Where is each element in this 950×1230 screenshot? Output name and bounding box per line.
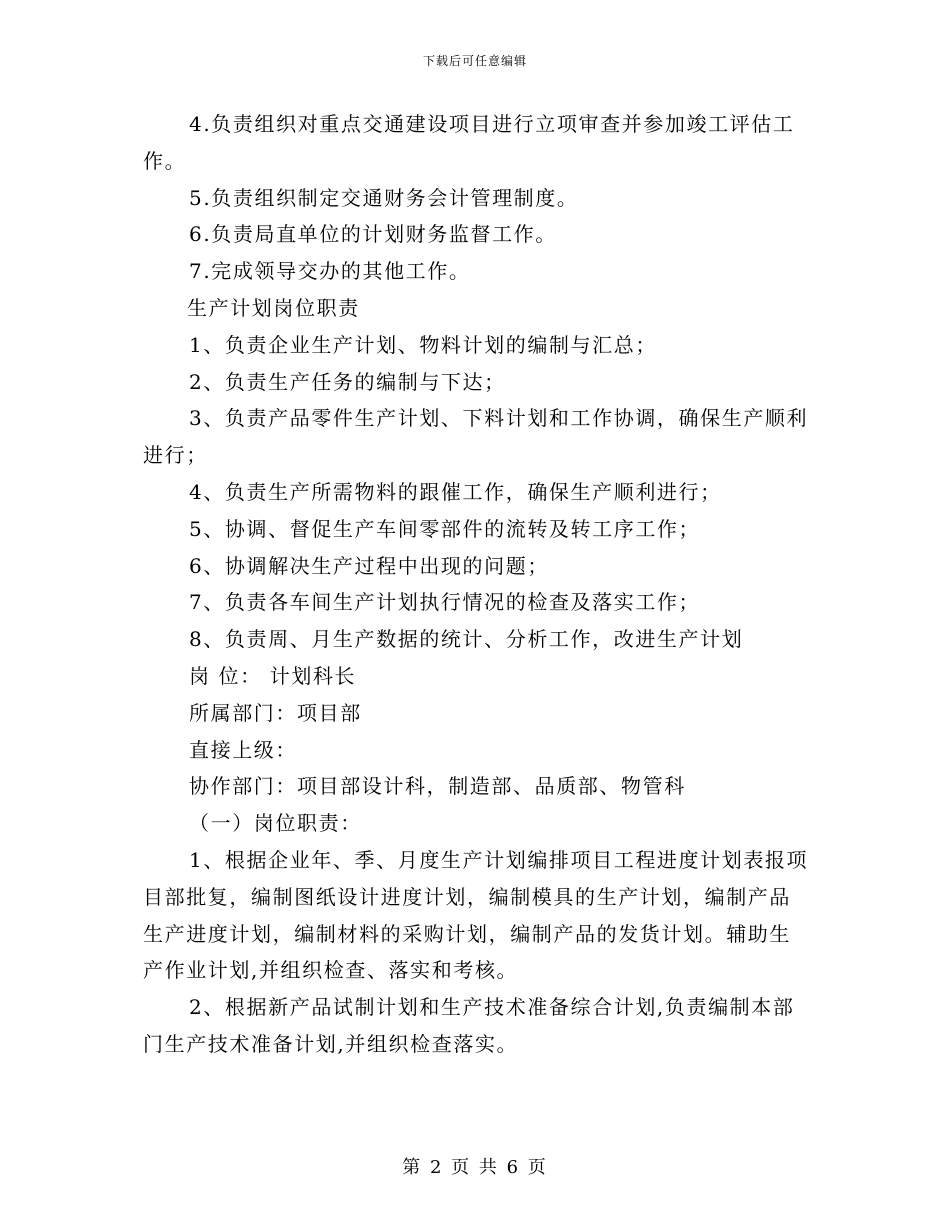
paragraph-line: 3、负责产品零件生产计划、下料计划和工作协调，确保生产顺利: [189, 406, 809, 431]
paragraph-line: 生产进度计划，编制材料的采购计划，编制产品的发货计划。辅助生: [143, 921, 791, 946]
paragraph-line: 2、负责生产任务的编制与下达；: [189, 369, 506, 394]
paragraph-line: 作。: [143, 148, 187, 173]
paragraph-line: 产作业计划,并组织检查、落实和考核。: [143, 958, 519, 983]
paragraph-line: 5.负责组织制定交通财务会计管理制度。: [189, 185, 579, 210]
paragraph-line: 6、协调解决生产过程中出现的问题；: [189, 553, 549, 578]
paragraph-line: 5、协调、督促生产车间零部件的流转及转工序工作；: [189, 516, 701, 541]
paragraph-line: 生产计划岗位职责: [187, 295, 360, 320]
paragraph-line: 4.负责组织对重点交通建设项目进行立项审查并参加竣工评估工: [189, 112, 795, 136]
paragraph-line: 1、根据企业年、季、月度生产计划编排项目工程进度计划表报项: [189, 847, 809, 872]
paragraph-line: 协作部门：项目部设计科，制造部、品质部、物管科: [189, 774, 686, 799]
paragraph-line: 岗 位： 计划科长: [189, 663, 357, 688]
paragraph-line: 7.完成领导交办的其他工作。: [189, 259, 471, 284]
paragraph-line: 6.负责局直单位的计划财务监督工作。: [189, 222, 557, 247]
paragraph-line: 进行；: [143, 443, 208, 468]
paragraph-line: 2、根据新产品试制计划和生产技术准备综合计划,负责编制本部: [189, 995, 795, 1020]
document-body: [143, 106, 808, 1063]
paragraph-line: 门生产技术准备计划,并组织检查落实。: [143, 1031, 519, 1056]
paragraph-line: 目部批复，编制图纸设计进度计划，编制模具的生产计划，编制产品: [143, 884, 791, 909]
paragraph-line: （一）岗位职责：: [189, 811, 362, 836]
paragraph-line: 所属部门：项目部: [189, 700, 362, 725]
page-header: 下载后可任意编辑: [422, 54, 527, 68]
page-footer: 第 2 页 共 6 页: [402, 1157, 548, 1178]
paragraph-line: 直接上级：: [189, 737, 297, 762]
paragraph-line: 8、负责周、月生产数据的统计、分析工作，改进生产计划: [189, 627, 744, 652]
paragraph-line: 4、负责生产所需物料的跟催工作，确保生产顺利进行；: [189, 479, 722, 504]
paragraph-line: 7、负责各车间生产计划执行情况的检查及落实工作；: [189, 590, 701, 615]
paragraph-line: 1、负责企业生产计划、物料计划的编制与汇总；: [189, 332, 657, 357]
